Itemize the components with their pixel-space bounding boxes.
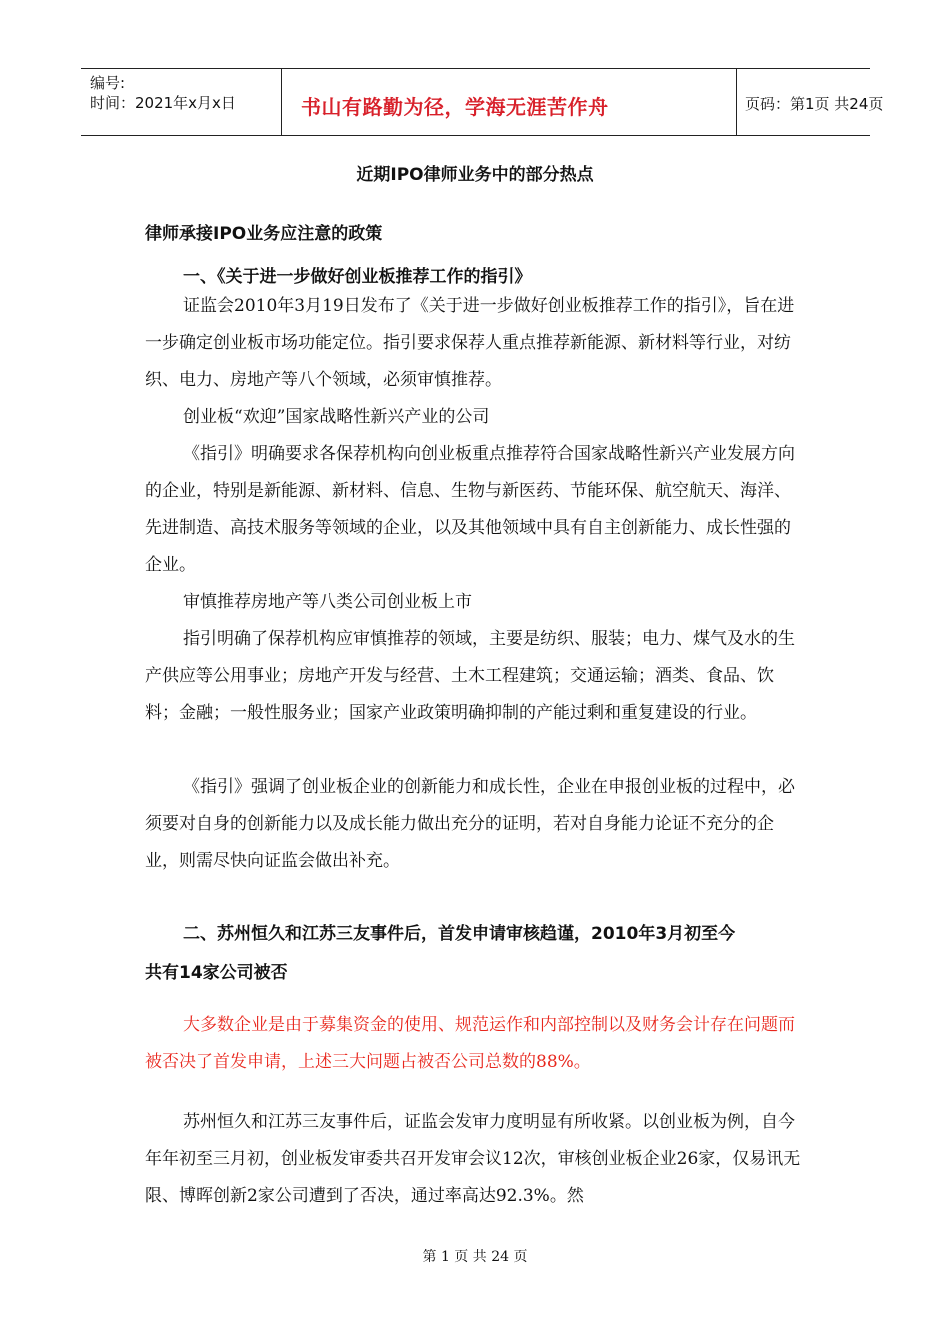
header-left-cell (81, 69, 281, 135)
page-info: 页码：第1页 共24页 (745, 95, 884, 113)
header-motto-cell (281, 69, 737, 135)
document-title: 近期IPO律师业务中的部分热点 (356, 165, 594, 185)
paragraph: 《指引》明确要求各保荐机构向创业板重点推荐符合国家战略性新兴产业发展方向的企业，特别是新能源、新材料、信息、生物与新医药、节能环保、航空航天、海洋、先进制造、高技术服务等领域的企业，以及其他领域中具有自主创新能力、成长性强的企业。 (145, 444, 795, 575)
header-page-cell (737, 69, 884, 135)
paragraph: 证监会2010年3月19日发布了《关于进一步做好创业板推荐工作的指引》，旨在进一步确定创业板市场功能定位。指引要求保荐人重点推荐新能源、新材料等行业，对纺织、电力、房地产等八个领域，必须审慎推荐。 (145, 296, 795, 390)
paragraph: 指引明确了保荐机构应审慎推荐的领域，主要是纺织、服装；电力、煤气及水的生产供应等公用事业；房地产开发与经营、土木工程建筑；交通运输；酒类、食品、饮料；金融；一般性服务业；国家产业政策明确抑制的产能过剩和重复建设的行业。 (145, 629, 795, 723)
time-line: 时间：2021年x月x日 (90, 94, 236, 112)
subheading: 审慎推荐房地产等八类公司创业板上市 (183, 592, 472, 612)
page-footer: 第 1 页 共 24 页 (422, 1249, 528, 1265)
code-label: 编号: (90, 74, 126, 92)
section-heading: 律师承接IPO业务应注意的政策 (145, 224, 383, 244)
paragraph: 苏州恒久和江苏三友事件后，证监会发审力度明显有所收紧。以创业板为例，自今年年初至三月初，创业板发审委共召开发审会议12次，审核创业板企业26家，仅易讯无限、博晖创新2家公司遭到了否决，通过率高达92.3%。然 (145, 1112, 801, 1206)
motto: 书山有路勤为径，学海无涯苦作舟 (301, 95, 609, 119)
part1-heading: 一、《关于进一步做好创业板推荐工作的指引》 (183, 267, 532, 287)
highlight-paragraph: 大多数企业是由于募集资金的使用、规范运作和内部控制以及财务会计存在问题而被否决了首发申请，上述三大问题占被否公司总数的88%。 (145, 1015, 795, 1072)
subheading: 创业板“欢迎”国家战略性新兴产业的公司 (183, 407, 490, 427)
part2-heading-line1: 二、苏州恒久和江苏三友事件后，首发申请审核趋谨，2010年3月初至今 (183, 924, 736, 944)
part2-heading-line2: 共有14家公司被否 (145, 963, 288, 983)
header-table (81, 68, 884, 136)
paragraph: 《指引》强调了创业板企业的创新能力和成长性，企业在申报创业板的过程中，必须要对自身的创新能力以及成长能力做出充分的证明，若对自身能力论证不充分的企业，则需尽快向证监会做出补充。 (145, 777, 795, 871)
